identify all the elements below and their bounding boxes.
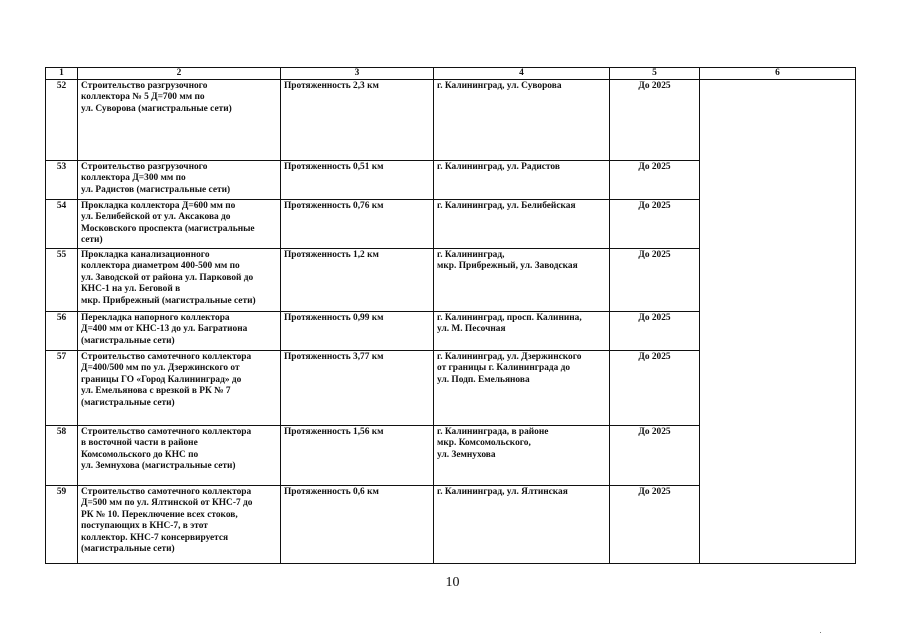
measure-name — [78, 426, 281, 486]
measure-name-line: Д=500 мм по ул. Ялтинской от КНС-7 до — [81, 498, 253, 509]
measure-name-line: поступающих в КНС-7, в этот — [81, 521, 208, 532]
extent-cell: Протяженность 0,76 км — [281, 200, 434, 249]
measure-name-line: ул. Заводской от района ул. Парковой до — [81, 272, 254, 283]
page-number: 10 — [445, 575, 460, 590]
table-body — [46, 80, 856, 564]
location-cell-line: г. Калининград, ул. Белибейская — [437, 201, 576, 211]
row-number: 54 — [46, 200, 78, 249]
location-cell — [434, 486, 610, 564]
location-cell — [434, 200, 610, 249]
location-cell-line: г. Калининград, — [437, 250, 505, 260]
column-header: 3 — [281, 68, 434, 80]
measure-name-line: границы ГО «Город Калининград» до — [81, 374, 242, 385]
projects-table — [45, 67, 856, 564]
measure-name-line: Д=400 мм от КНС-13 до ул. Багратиона — [81, 324, 248, 335]
deadline-cell: До 2025 — [610, 80, 700, 161]
measure-name-line: Строительство разгрузочного — [81, 162, 208, 172]
extent-cell: Протяженность 1,56 км — [281, 426, 434, 486]
measure-name-line: Строительство самотечного коллектора — [81, 427, 252, 437]
measure-name-line: коллектор. КНС-7 консервируется — [81, 532, 229, 543]
measure-name-line: Перекладка напорного коллектора — [81, 313, 230, 323]
location-cell-line: мкр. Прибрежный, ул. Заводская — [437, 261, 578, 272]
location-cell — [434, 249, 610, 312]
measure-name-line: (магистральные сети) — [81, 544, 175, 555]
deadline-cell: До 2025 — [610, 200, 700, 249]
measure-name-line: сети) — [81, 235, 103, 246]
measure-name — [78, 80, 281, 161]
location-cell-line: мкр. Комсомольского, — [437, 438, 531, 449]
deadline-cell: До 2025 — [610, 161, 700, 200]
measure-name-line: Прокладка коллектора Д=600 мм по — [81, 201, 236, 211]
extent-cell: Протяженность 0,6 км — [281, 486, 434, 564]
row-number: 53 — [46, 161, 78, 200]
measure-name-line: ул. Радистов (магистральные сети) — [81, 184, 231, 195]
measure-name-line: Московского проспекта (магистральные — [81, 223, 255, 234]
deadline-cell: До 2025 — [610, 486, 700, 564]
measure-name-line: мкр. Прибрежный (магистральные сети) — [81, 295, 256, 306]
measure-name — [78, 249, 281, 312]
location-cell-line: от границы г. Калининграда до — [437, 363, 571, 374]
measure-name — [78, 351, 281, 426]
location-cell — [434, 80, 610, 161]
row-number: 52 — [46, 80, 78, 161]
location-cell — [434, 426, 610, 486]
column-header: 1 — [46, 68, 78, 80]
measure-name-line: (магистральные сети) — [81, 335, 175, 346]
measure-name — [78, 161, 281, 200]
scan-speck — [820, 632, 821, 633]
column-header: 2 — [78, 68, 281, 80]
measure-name — [78, 200, 281, 249]
location-cell-line: г. Калининград, просп. Калинина, — [437, 313, 582, 323]
location-cell-line: г. Калининград, ул. Радистов — [437, 162, 560, 172]
location-cell-line: ул. Земнухова — [437, 449, 496, 460]
measure-name — [78, 312, 281, 351]
measure-name-line: коллектора диаметром 400-500 мм по — [81, 261, 240, 272]
measure-name-line: ул. Белибейской от ул. Аксакова до — [81, 212, 231, 223]
location-cell — [434, 161, 610, 200]
row-number: 57 — [46, 351, 78, 426]
column-header: 5 — [610, 68, 700, 80]
measure-name-line: Строительство самотечного коллектора — [81, 487, 252, 497]
measure-name-line: Комсомольского до КНС по — [81, 449, 199, 460]
deadline-cell: До 2025 — [610, 426, 700, 486]
extent-cell: Протяженность 3,77 км — [281, 351, 434, 426]
measure-name-line: Строительство разгрузочного — [81, 81, 208, 91]
extent-cell: Протяженность 0,51 км — [281, 161, 434, 200]
location-cell-line: г. Калининград, ул. Суворова — [437, 81, 562, 91]
measure-name-line: Д=400/500 мм по ул. Дзержинского от — [81, 363, 240, 374]
row-number: 59 — [46, 486, 78, 564]
measure-name-line: ул. Земнухова (магистральные сети) — [81, 461, 236, 472]
row-number: 56 — [46, 312, 78, 351]
extent-cell: Протяженность 0,99 км — [281, 312, 434, 351]
row-number: 58 — [46, 426, 78, 486]
measure-name-line: коллектора № 5 Д=700 мм по — [81, 92, 205, 103]
measure-name-line: Строительство самотечного коллектора — [81, 352, 252, 362]
measure-name-line: Прокладка канализационного — [81, 250, 210, 260]
measure-name-line: ул. Суворова (магистральные сети) — [81, 103, 232, 114]
measure-name-line: РК № 10. Переключение всех стоков, — [81, 509, 238, 520]
extent-cell: Протяженность 1,2 км — [281, 249, 434, 312]
deadline-cell: До 2025 — [610, 249, 700, 312]
deadline-cell: До 2025 — [610, 351, 700, 426]
row-number: 55 — [46, 249, 78, 312]
table-row — [46, 80, 856, 161]
deadline-cell: До 2025 — [610, 312, 700, 351]
column-header: 4 — [434, 68, 610, 80]
location-cell-line: г. Калининграда, в районе — [437, 427, 549, 437]
column-number-row — [46, 68, 856, 80]
column-header: 6 — [700, 68, 856, 80]
measure-name-line: коллектора Д=300 мм по — [81, 173, 186, 184]
measure-name — [78, 486, 281, 564]
location-cell — [434, 351, 610, 426]
measure-name-line: КНС-1 на ул. Беговой в — [81, 284, 181, 295]
location-cell-line: г. Калининград, ул. Дзержинского — [437, 352, 582, 362]
measure-name-line: ул. Емельянова с врезкой в РК № 7 — [81, 386, 231, 397]
location-cell-line: ул. Подп. Емельянова — [437, 374, 530, 385]
notes-cell — [700, 80, 856, 564]
location-cell — [434, 312, 610, 351]
extent-cell: Протяженность 2,3 км — [281, 80, 434, 161]
location-cell-line: г. Калининград, ул. Ялтинская — [437, 487, 568, 497]
measure-name-line: в восточной части в районе — [81, 438, 198, 449]
location-cell-line: ул. М. Песочная — [437, 324, 506, 335]
measure-name-line: (магистральные сети) — [81, 397, 175, 408]
